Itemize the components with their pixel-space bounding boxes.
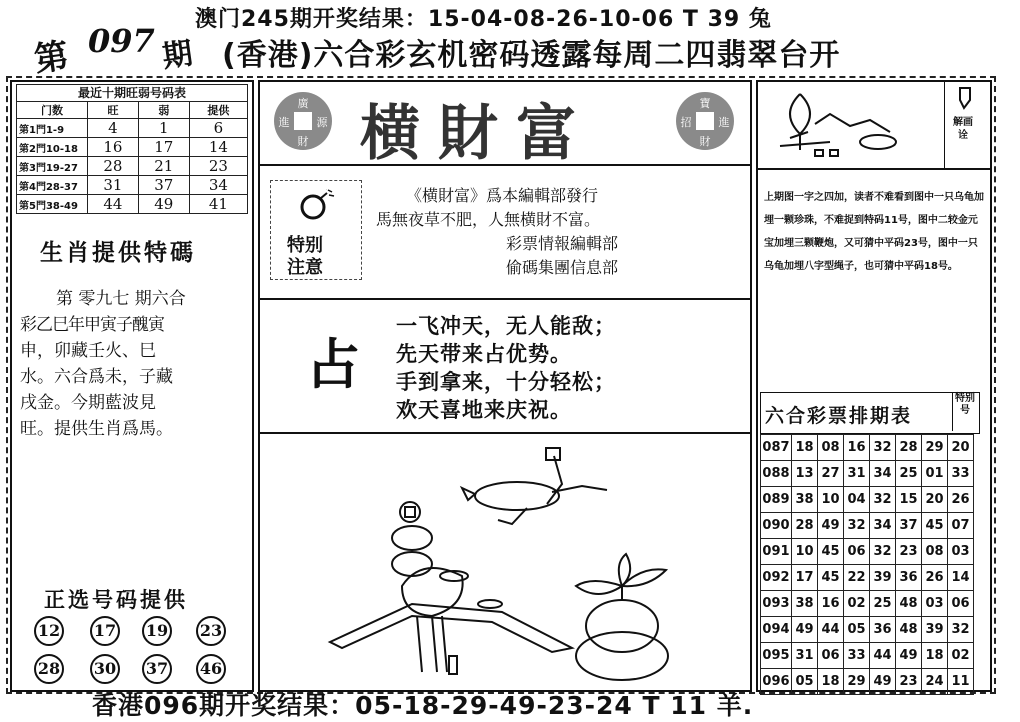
- stats-cell: 14: [189, 138, 247, 157]
- zodiac-line: 戌金。今期藍波見: [20, 393, 156, 413]
- schedule-number-cell: 49: [896, 643, 922, 669]
- stats-header: 门数: [17, 102, 88, 119]
- stats-cell: 37: [138, 176, 189, 195]
- stats-cell: 6: [189, 119, 247, 138]
- schedule-number-cell: 25: [896, 461, 922, 487]
- pick-number: 28: [34, 654, 64, 684]
- pick-number: 30: [90, 654, 120, 684]
- schedule-number-cell: 39: [922, 617, 948, 643]
- stats-header: 旺: [88, 102, 139, 119]
- schedule-number-cell: 29: [922, 435, 948, 461]
- schedule-number-cell: 48: [896, 617, 922, 643]
- schedule-number-cell: 44: [870, 643, 896, 669]
- schedule-issue-cell: 094: [761, 617, 792, 643]
- zodiac-line: 申，卯藏壬火、巳: [20, 341, 156, 361]
- stats-header: 提供: [189, 102, 247, 119]
- stats-row-label: 第5門38-49: [17, 195, 88, 214]
- schedule-issue-cell: 089: [761, 487, 792, 513]
- coin-right-icon: [676, 92, 734, 150]
- schedule-number-cell: 16: [818, 591, 844, 617]
- schedule-number-cell: 38: [792, 591, 818, 617]
- schedule-number-cell: 20: [948, 435, 974, 461]
- table-row: [17, 195, 248, 214]
- zodiac-line: 水。六合爲未，子藏: [20, 367, 173, 387]
- schedule-number-cell: 08: [818, 435, 844, 461]
- stats-header: 弱: [138, 102, 189, 119]
- frog-icon: [462, 448, 607, 524]
- schedule-number-cell: 06: [844, 539, 870, 565]
- stats-table: [16, 101, 248, 214]
- stats-cell: 41: [189, 195, 247, 214]
- schedule-number-cell: 45: [818, 539, 844, 565]
- schedule-issue-cell: 087: [761, 435, 792, 461]
- zodiac-title: 生肖提供特碼: [40, 240, 196, 266]
- schedule-number-cell: 25: [870, 591, 896, 617]
- schedule-number-cell: 49: [818, 513, 844, 539]
- schedule-number-cell: 48: [896, 591, 922, 617]
- schedule-number-cell: 26: [922, 565, 948, 591]
- stats-cell: 28: [88, 157, 139, 176]
- stats-row-label: 第1門1-9: [17, 119, 88, 138]
- schedule-number-cell: 24: [922, 669, 948, 695]
- schedule-number-cell: 37: [896, 513, 922, 539]
- schedule-issue-cell: 095: [761, 643, 792, 669]
- stats-row-label: 第4門28-37: [17, 176, 88, 195]
- schedule-number-cell: 01: [922, 461, 948, 487]
- schedule-number-cell: 49: [792, 617, 818, 643]
- coin-left-icon: [274, 92, 332, 150]
- poem-line: 先天带来占优势。: [396, 342, 572, 366]
- poem-line: 一飞冲天，无人能敌；: [396, 314, 616, 338]
- riddle-hint-label: 解画诠: [953, 117, 973, 141]
- stats-cell: 44: [88, 195, 139, 214]
- notice-badge: [270, 180, 362, 280]
- table-row: [761, 539, 974, 565]
- riddle-hint-text: 上期图一字之四加，读者不难看到图中一只乌龟加埋一颗珍珠，不难捉到特码11号，图中二较金元宝加埋三颗鞭炮，又可猜中平码23号，图中一只乌龟加埋八字型绳子，也可猜中平码18号。: [764, 192, 984, 272]
- zodiac-line: 旺。提供生肖爲馬。: [20, 419, 173, 439]
- schedule-number-cell: 33: [948, 461, 974, 487]
- schedule-number-cell: 05: [844, 617, 870, 643]
- bomb-icon: [299, 189, 335, 221]
- schedule-number-cell: 38: [792, 487, 818, 513]
- schedule-number-cell: 23: [896, 539, 922, 565]
- schedule-number-cell: 14: [948, 565, 974, 591]
- table-row: [761, 643, 974, 669]
- schedule-number-cell: 03: [948, 539, 974, 565]
- schedule-number-cell: 02: [948, 643, 974, 669]
- pick-number: 12: [34, 616, 64, 646]
- schedule-number-cell: 36: [896, 565, 922, 591]
- schedule-number-cell: 02: [844, 591, 870, 617]
- table-row: [761, 461, 974, 487]
- stats-row-label: 第3門19-27: [17, 157, 88, 176]
- poem-line: 手到拿来，十分轻松；: [396, 370, 616, 394]
- schedule-issue-cell: 091: [761, 539, 792, 565]
- schedule-number-cell: 23: [896, 669, 922, 695]
- previous-riddle-image: [760, 84, 940, 164]
- notice-badge-line2: 注意: [287, 257, 323, 278]
- schedule-number-cell: 32: [870, 435, 896, 461]
- poem-char: 占: [306, 333, 360, 396]
- schedule-number-cell: 22: [844, 565, 870, 591]
- schedule-number-cell: 20: [922, 487, 948, 513]
- table-row: [761, 591, 974, 617]
- schedule-number-cell: 10: [792, 539, 818, 565]
- schedule-number-cell: 18: [922, 643, 948, 669]
- vase-icon: [576, 554, 668, 680]
- hk-result-line: 香港096期开奖结果：05-18-29-49-23-24 T 11 羊.: [92, 691, 754, 720]
- coin-char: 招: [680, 116, 692, 129]
- stats-row-label: 第2門10-18: [17, 138, 88, 157]
- schedule-number-cell: 27: [818, 461, 844, 487]
- schedule-number-cell: 34: [870, 513, 896, 539]
- banner-title: 横財富: [360, 99, 594, 169]
- zodiac-text: [20, 286, 246, 442]
- schedule-number-cell: 44: [818, 617, 844, 643]
- schedule-number-cell: 26: [948, 487, 974, 513]
- schedule-number-cell: 18: [818, 669, 844, 695]
- schedule-number-cell: 04: [844, 487, 870, 513]
- schedule-number-cell: 28: [792, 513, 818, 539]
- schedule-number-cell: 32: [870, 539, 896, 565]
- pick-number: 19: [142, 616, 172, 646]
- chain-icon: [790, 94, 810, 150]
- page-title: (香港)六合彩玄机密码透露每周二四翡翠台开: [222, 38, 841, 73]
- table-row: [761, 513, 974, 539]
- zodiac-line: 彩乙巳年甲寅子醜寅: [20, 315, 164, 335]
- schedule-number-cell: 13: [792, 461, 818, 487]
- coin-char: 進: [718, 116, 730, 129]
- schedule-number-cell: 32: [844, 513, 870, 539]
- stats-table-block: [16, 84, 248, 214]
- schedule-issue-cell: 092: [761, 565, 792, 591]
- schedule-number-cell: 49: [870, 669, 896, 695]
- schedule-number-cell: 33: [844, 643, 870, 669]
- pointing-hand-icon: [952, 84, 980, 112]
- schedule-table-block: [760, 392, 980, 695]
- schedule-issue-cell: 088: [761, 461, 792, 487]
- schedule-number-cell: 32: [870, 487, 896, 513]
- notice-line: 《横財富》爲本編輯部發行: [406, 186, 599, 205]
- table-row: [761, 617, 974, 643]
- stats-table-title: 最近十期旺弱号码表: [16, 84, 248, 101]
- schedule-number-cell: 07: [948, 513, 974, 539]
- table-row: [761, 487, 974, 513]
- schedule-number-cell: 28: [896, 435, 922, 461]
- notice-line: 彩票情報編輯部: [506, 234, 619, 253]
- stats-cell: 16: [88, 138, 139, 157]
- table-row: [761, 669, 974, 695]
- schedule-number-cell: 18: [792, 435, 818, 461]
- table-row: [17, 176, 248, 195]
- stats-cell: 17: [138, 138, 189, 157]
- coin-char: 財: [297, 135, 309, 148]
- picks-title: 正选号码提供: [44, 588, 188, 612]
- macau-result-line: 澳门245期开奖结果：15-04-08-26-10-06 T 39 兔: [195, 7, 772, 32]
- ornament-icon: [330, 502, 572, 674]
- schedule-table: [760, 434, 974, 695]
- pick-number: 37: [142, 654, 172, 684]
- zodiac-line: 第 零九七 期六合: [56, 289, 186, 309]
- stats-cell: 23: [189, 157, 247, 176]
- stats-cell: 1: [138, 119, 189, 138]
- schedule-number-cell: 03: [922, 591, 948, 617]
- schedule-issue-cell: 093: [761, 591, 792, 617]
- turtle-icon: [860, 135, 896, 149]
- schedule-number-cell: 36: [870, 617, 896, 643]
- stats-cell: 4: [88, 119, 139, 138]
- pick-number: 46: [196, 654, 226, 684]
- schedule-number-cell: 17: [792, 565, 818, 591]
- schedule-number-cell: 05: [792, 669, 818, 695]
- table-row: [17, 157, 248, 176]
- stats-cell: 34: [189, 176, 247, 195]
- schedule-number-cell: 34: [870, 461, 896, 487]
- riddle-illustration: [262, 436, 748, 690]
- issue-prefix: 第: [31, 35, 72, 81]
- notice-text: [376, 184, 746, 280]
- schedule-number-cell: 08: [922, 539, 948, 565]
- schedule-number-cell: 31: [792, 643, 818, 669]
- table-row: [761, 435, 974, 461]
- table-row: [17, 138, 248, 157]
- issue-suffix: 期: [160, 36, 195, 75]
- schedule-header: [760, 392, 980, 434]
- schedule-number-cell: 45: [922, 513, 948, 539]
- coin-char: 寶: [699, 97, 711, 110]
- schedule-number-cell: 31: [844, 461, 870, 487]
- schedule-number-cell: 10: [818, 487, 844, 513]
- coin-char: 進: [278, 116, 290, 129]
- notice-badge-line1: 特别: [287, 235, 323, 256]
- schedule-issue-cell: 090: [761, 513, 792, 539]
- stats-cell: 21: [138, 157, 189, 176]
- schedule-number-cell: 06: [818, 643, 844, 669]
- issue-number: 097: [88, 22, 155, 60]
- coin-char: 源: [316, 116, 328, 129]
- schedule-title: 六合彩票排期表: [765, 405, 913, 427]
- table-row: [761, 565, 974, 591]
- table-row: [17, 119, 248, 138]
- schedule-number-cell: 39: [870, 565, 896, 591]
- schedule-special-label: 特别号: [952, 393, 977, 431]
- schedule-number-cell: 15: [896, 487, 922, 513]
- stats-cell: 49: [138, 195, 189, 214]
- poem-text: [396, 312, 616, 424]
- schedule-number-cell: 45: [818, 565, 844, 591]
- pick-number: 23: [196, 616, 226, 646]
- schedule-issue-cell: 096: [761, 669, 792, 695]
- schedule-number-cell: 16: [844, 435, 870, 461]
- stats-cell: 31: [88, 176, 139, 195]
- coin-char: 財: [699, 135, 711, 148]
- schedule-number-cell: 06: [948, 591, 974, 617]
- poem-line: 欢天喜地来庆祝。: [396, 398, 572, 422]
- coin-char: 廣: [297, 97, 309, 110]
- notice-line: 偷碼集團信息部: [506, 258, 619, 277]
- schedule-number-cell: 32: [948, 617, 974, 643]
- pick-number: 17: [90, 616, 120, 646]
- schedule-number-cell: 29: [844, 669, 870, 695]
- schedule-number-cell: 11: [948, 669, 974, 695]
- notice-line: 馬無夜草不肥，人無横財不富。: [376, 210, 601, 229]
